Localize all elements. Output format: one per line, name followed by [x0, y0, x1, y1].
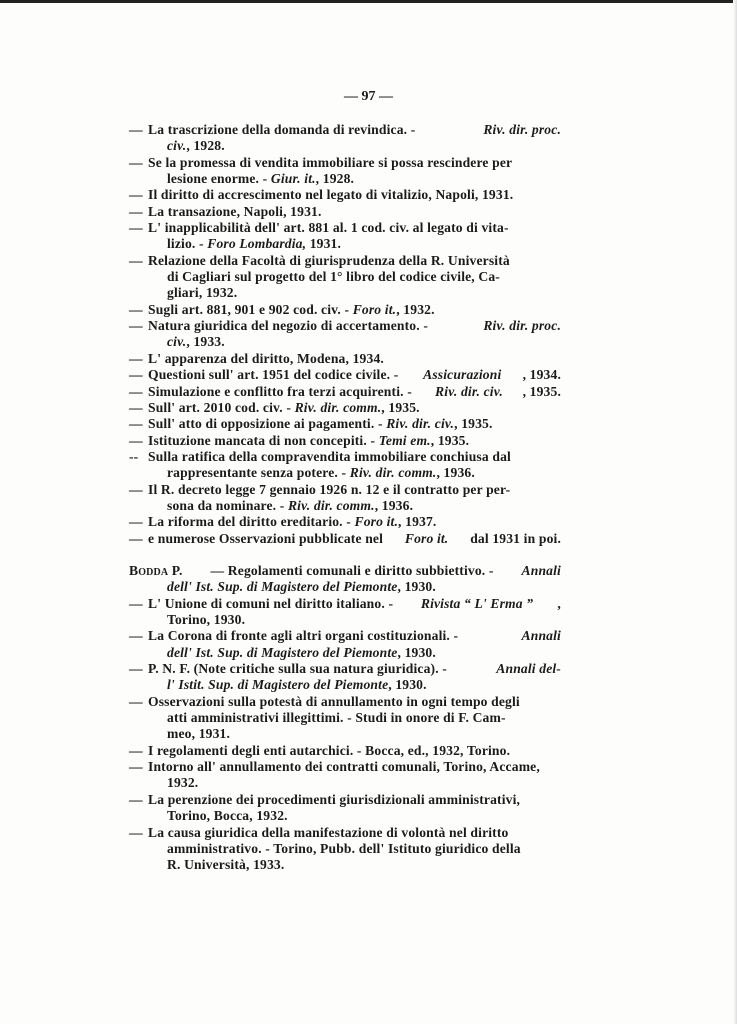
scan-top-border: [0, 0, 737, 3]
journal-title: Riv. dir. proc.: [483, 122, 561, 137]
entry-text: [148, 449, 561, 465]
entry-text-segment: gliari, 1932.: [167, 285, 238, 301]
journal-title: Foro it.: [404, 530, 449, 546]
entry-text: [167, 285, 561, 301]
entry-line: [129, 726, 561, 742]
entry-text: [167, 726, 561, 742]
entry-text-segment: sona da nominare. -: [167, 497, 288, 513]
entry-line: [129, 710, 561, 726]
entry-text: [148, 220, 561, 236]
entry-line: [129, 138, 561, 154]
entry-text-segment: La causa giuridica della manifestazione di volontà nel diritto: [148, 824, 509, 840]
entry-text-segment: Osservazioni sulla potestà di annullamento in ogni tempo degli: [148, 693, 520, 709]
journal-title: Temi em.: [378, 432, 431, 448]
entry-text-segment: rappresentante senza potere. -: [167, 465, 350, 481]
entry-text: [148, 318, 561, 334]
hanging-indent: [129, 285, 167, 301]
entry-line: [129, 775, 561, 791]
entry-text: [148, 187, 561, 203]
entry-text-segment: e numerose Osservazioni pubblicate nel: [148, 530, 387, 546]
entry-text-segment: amministrativo. - Torino, Pubb. dell' Istituto giuridico della: [167, 840, 521, 856]
entry-text: [167, 334, 561, 350]
entry-text-segment: atti amministrativi illegittimi. - Studi in onore di F. Cam-: [167, 710, 506, 726]
entry-text-segment: , 1935.: [454, 416, 493, 432]
entry-text: [167, 645, 561, 661]
entry-line: [129, 563, 561, 579]
bibliography-entry: [129, 367, 561, 383]
entry-text-segment: Istituzione mancata di non concepiti. -: [148, 432, 379, 448]
entry-text-segment: I regolamenti degli enti autarchici. - Bocca, ed., 1932, Torino.: [148, 742, 511, 758]
journal-title: Assicurazioni: [423, 367, 502, 383]
entry-text-segment: , 1930.: [388, 677, 427, 693]
entry-text-segment: , 1936.: [436, 465, 475, 481]
entry-text-segment: lesione enorme. -: [167, 171, 271, 187]
entry-text-segment: Sull' art. 2010 cod. civ. -: [148, 399, 295, 415]
entry-text-segment: — Regolamenti comunali e diritto subbiettivo. -: [206, 563, 498, 578]
entry-line: [129, 825, 561, 841]
entry-text-segment: Torino, Bocca, 1932.: [167, 808, 288, 824]
entry-text: [148, 694, 561, 710]
entry-dash: —: [129, 399, 143, 415]
entry-text: [167, 579, 561, 595]
entry-text-segment: La Corona di fronte agli altri organi costituzionali. -: [148, 628, 462, 644]
journal-title: Annali del-: [496, 661, 561, 677]
entry-dash: —: [129, 154, 143, 170]
entry-text-segment: La transazione, Napoli, 1931.: [148, 203, 322, 219]
hanging-indent: [129, 808, 167, 824]
entry-text-segment: ,: [557, 595, 561, 611]
entry-text: [148, 792, 561, 808]
entry-text-segment: La perenzione dei procedimenti giurisdizionali amministrativi,: [148, 791, 521, 807]
entry-line: [129, 334, 561, 350]
journal-title: Riv. dir. civ.: [435, 383, 503, 399]
entry-text-segment: L' apparenza del diritto, Modena, 1934.: [148, 350, 384, 366]
entry-line: [129, 498, 561, 514]
entry-text: [148, 759, 561, 775]
bibliography-entry: [129, 661, 561, 694]
entry-text-segment: Simulazione e conflitto fra terzi acquirenti. -: [148, 383, 416, 399]
entry-dash: —: [129, 301, 143, 317]
entry-line: [129, 531, 561, 547]
hanging-indent: [129, 726, 167, 742]
entry-text: [148, 825, 561, 841]
entry-text: [148, 253, 561, 269]
entry-text: [129, 563, 561, 579]
entry-text-segment: lizio. -: [167, 236, 208, 252]
entry-text-segment: Torino, 1930.: [167, 612, 246, 628]
entry-dash: —: [129, 252, 143, 268]
entry-dash: —: [129, 693, 143, 709]
entry-text: [148, 367, 561, 383]
entry-text: [167, 677, 561, 693]
hanging-indent: [129, 677, 167, 693]
entry-text: [148, 596, 561, 612]
entry-text: [167, 710, 561, 726]
entry-text: [148, 743, 561, 759]
entry-line: [129, 171, 561, 187]
entry-text: [167, 498, 561, 514]
entry-text: [167, 236, 561, 252]
bibliography-entry: [129, 351, 561, 367]
entry-text: [167, 841, 561, 857]
entry-text-segment: , 1930.: [397, 644, 436, 660]
hanging-indent: [129, 138, 167, 154]
author-name: Bodda P.: [129, 563, 183, 578]
entry-dash: --: [129, 448, 139, 464]
entry-text-segment: , 1934.: [522, 367, 561, 383]
bibliography-entry: [129, 220, 561, 253]
entry-text-segment: Il diritto di accrescimento nel legato di vitalizio, Napoli, 1931.: [148, 187, 514, 203]
entry-line: [129, 220, 561, 236]
entry-text-segment: , 1937.: [398, 514, 437, 530]
journal-title: Riv. dir. comm.: [287, 497, 375, 513]
entry-text-segment: , 1935.: [381, 399, 420, 415]
bibliography-entry: [129, 400, 561, 416]
bibliography-entry: [129, 416, 561, 432]
journal-title: Foro it.: [354, 514, 399, 530]
entry-line: [129, 694, 561, 710]
entry-text-segment: Intorno all' annullamento dei contratti comunali, Torino, Accame,: [148, 759, 540, 775]
entry-dash: —: [129, 318, 143, 334]
entry-text-segment: dal 1931 in poi.: [466, 530, 561, 546]
entry-text: [148, 628, 561, 644]
entry-text: [167, 269, 561, 285]
bibliography-entry: [129, 253, 561, 302]
bibliography-entry: [129, 449, 561, 482]
bibliography-entry: [129, 514, 561, 530]
entry-line: [129, 449, 561, 465]
hanging-indent: [129, 465, 167, 481]
entry-text: [167, 612, 561, 628]
entry-text-segment: R. Università, 1933.: [167, 857, 285, 873]
entry-text-segment: , 1930.: [397, 579, 436, 595]
entry-line: [129, 792, 561, 808]
entry-text: [148, 482, 561, 498]
entry-line: [129, 465, 561, 481]
hanging-indent: [129, 645, 167, 661]
entry-text-segment: Il R. decreto legge 7 gennaio 1926 n. 12 e il contratto per per-: [148, 481, 511, 497]
bibliography-entry: [129, 155, 561, 188]
entry-text: [148, 384, 561, 400]
page-number: — 97 —: [344, 89, 393, 104]
entry-text: [148, 661, 561, 677]
entry-line: [129, 285, 561, 301]
entry-text: [148, 155, 561, 171]
bibliography-entry: [129, 596, 561, 629]
entry-text: [167, 775, 561, 791]
bibliography-entry: [129, 694, 561, 743]
entry-dash: —: [129, 661, 143, 677]
journal-title: dell' Ist. Sup. di Magistero del Piemonte: [167, 579, 398, 595]
hanging-indent: [129, 334, 167, 350]
bibliography-entry: [129, 122, 561, 155]
hanging-indent: [129, 841, 167, 857]
entry-line: [129, 743, 561, 759]
entry-line: [129, 482, 561, 498]
entry-line: [129, 841, 561, 857]
bibliography-entry: [129, 204, 561, 220]
entry-line: [129, 857, 561, 873]
entry-line: [129, 628, 561, 644]
journal-title: Riv. dir. comm.: [294, 399, 382, 415]
entry-line: [129, 253, 561, 269]
journal-title: Foro it.: [352, 301, 397, 317]
journal-title: civ.: [167, 334, 187, 350]
entry-text-segment: , 1928.: [315, 171, 355, 187]
entry-dash: —: [129, 791, 143, 807]
entry-dash: —: [129, 367, 143, 383]
entry-text: [148, 416, 561, 432]
entry-dash: —: [129, 759, 143, 775]
bibliography-entry: [129, 628, 561, 661]
bibliography-entry: [129, 384, 561, 400]
entry-dash: —: [129, 383, 143, 399]
entry-text: [148, 433, 561, 449]
entry-line: [129, 155, 561, 171]
entry-text-segment: 1931.: [306, 236, 342, 252]
entry-text-segment: P. N. F. (Note critiche sulla sua natura giuridica). -: [148, 661, 451, 677]
bibliography-section-bodda: [129, 563, 561, 874]
entry-text-segment: di Cagliari sul progetto del 1° libro del codice civile, Ca-: [167, 269, 500, 285]
journal-title: Riv. dir. comm.: [349, 465, 437, 481]
journal-title: Riv. dir. proc.: [483, 318, 561, 334]
entry-line: [129, 514, 561, 530]
entry-line: [129, 384, 561, 400]
entry-text-segment: Questioni sull' art. 1951 del codice civile. -: [148, 367, 402, 383]
bibliography-section-1: [129, 122, 561, 547]
bibliography-entry: [129, 482, 561, 515]
entry-text-segment: Sugli art. 881, 901 e 902 cod. civ. -: [148, 301, 353, 317]
hanging-indent: [129, 612, 167, 628]
entry-line: [129, 416, 561, 432]
bibliography-entry: [129, 318, 561, 351]
entry-line: [129, 596, 561, 612]
entry-line: [129, 579, 561, 595]
hanging-indent: [129, 171, 167, 187]
entry-dash: —: [129, 122, 143, 137]
entry-text: [167, 808, 561, 824]
scan-page-edge: [733, 0, 737, 1024]
entry-dash: —: [129, 742, 143, 758]
entry-line: [129, 677, 561, 693]
entry-text-segment: , 1928.: [186, 138, 225, 154]
bibliography-entry: [129, 433, 561, 449]
bibliography-entry: [129, 759, 561, 792]
entry-dash: —: [129, 350, 143, 366]
entry-line: [129, 433, 561, 449]
entry-line: [129, 187, 561, 203]
entry-line: [129, 367, 561, 383]
entry-text: [148, 204, 561, 220]
entry-text-segment: Se la promessa di vendita immobiliare si possa rescindere per: [148, 154, 513, 170]
entry-text: [148, 302, 561, 318]
entry-line: [129, 808, 561, 824]
hanging-indent: [129, 775, 167, 791]
entry-line: [129, 661, 561, 677]
entry-text-segment: Sull' atto di opposizione ai pagamenti. -: [148, 416, 387, 432]
entry-dash: —: [129, 530, 143, 546]
bibliography-entry: [129, 563, 561, 596]
entry-dash: —: [129, 416, 143, 432]
bibliography-entry: [129, 302, 561, 318]
entry-line: [129, 645, 561, 661]
entry-text-segment: , 1936.: [374, 497, 414, 513]
hanging-indent: [129, 710, 167, 726]
entry-line: [129, 612, 561, 628]
entry-dash: —: [129, 203, 143, 219]
entry-text-segment: , 1935.: [522, 383, 561, 399]
entry-text: [148, 351, 561, 367]
entry-dash: —: [129, 432, 143, 448]
entry-line: [129, 400, 561, 416]
entry-line: [129, 236, 561, 252]
journal-title: Rivista “ L' Erma ”: [420, 595, 534, 611]
entry-dash: —: [129, 824, 143, 840]
journal-title: Riv. dir. civ.: [386, 416, 455, 432]
hanging-indent: [129, 498, 167, 514]
bibliography-entry: [129, 825, 561, 874]
hanging-indent: [129, 236, 167, 252]
entry-text: [148, 514, 561, 530]
journal-title: Annali: [521, 563, 561, 578]
bibliography-entry: [129, 792, 561, 825]
entry-text-segment: L' Unione di comuni nel diritto italiano. -: [148, 595, 397, 611]
entry-text-segment: Relazione della Facoltà di giurisprudenza della R. Università: [148, 252, 510, 268]
entry-text-segment: 1932.: [167, 775, 199, 791]
entry-dash: —: [129, 628, 143, 644]
entry-dash: —: [129, 481, 143, 497]
entry-dash: —: [129, 595, 143, 611]
entry-dash: —: [129, 514, 143, 530]
entry-text: [167, 465, 561, 481]
entry-text: [148, 531, 561, 547]
entry-text-segment: meo, 1931.: [167, 726, 231, 742]
entry-line: [129, 122, 561, 138]
entry-line: [129, 269, 561, 285]
entry-text: [167, 138, 561, 154]
entry-text-segment: La riforma del diritto ereditario. -: [148, 514, 355, 530]
entry-dash: —: [129, 187, 143, 203]
bibliography-entry: [129, 531, 561, 547]
entry-text-segment: , 1933.: [186, 334, 225, 350]
entry-text-segment: L' inapplicabilità dell' art. 881 al. 1 cod. civ. al legato di vita-: [148, 220, 509, 236]
journal-title: Giur. it.: [270, 171, 316, 187]
bibliography-entry: [129, 743, 561, 759]
hanging-indent: [129, 579, 167, 595]
journal-title: l' Istit. Sup. di Magistero del Piemonte: [167, 677, 389, 693]
entry-text-segment: La trascrizione della domanda di revindica. -: [148, 122, 419, 137]
entry-line: [129, 351, 561, 367]
journal-title: Annali: [521, 628, 561, 644]
entry-text: [167, 171, 561, 187]
hanging-indent: [129, 269, 167, 285]
entry-line: [129, 759, 561, 775]
entry-text: [167, 857, 561, 873]
entry-text-segment: Sulla ratifica della compravendita immobiliare conchiusa dal: [148, 448, 511, 464]
hanging-indent: [129, 857, 167, 873]
entry-line: [129, 302, 561, 318]
entry-text-segment: , 1932.: [396, 301, 435, 317]
entry-text-segment: , 1935.: [430, 432, 470, 448]
entry-text: [148, 122, 561, 138]
entry-text-segment: Natura giuridica del negozio di accertamento. -: [148, 318, 432, 334]
entry-dash: —: [129, 220, 143, 236]
entry-text: [148, 400, 561, 416]
entry-line: [129, 318, 561, 334]
journal-title: civ.: [167, 138, 187, 154]
journal-title: dell' Ist. Sup. di Magistero del Piemonte: [167, 644, 398, 660]
entry-line: [129, 204, 561, 220]
journal-title: Foro Lombardia,: [207, 236, 307, 252]
bibliography-entry: [129, 187, 561, 203]
